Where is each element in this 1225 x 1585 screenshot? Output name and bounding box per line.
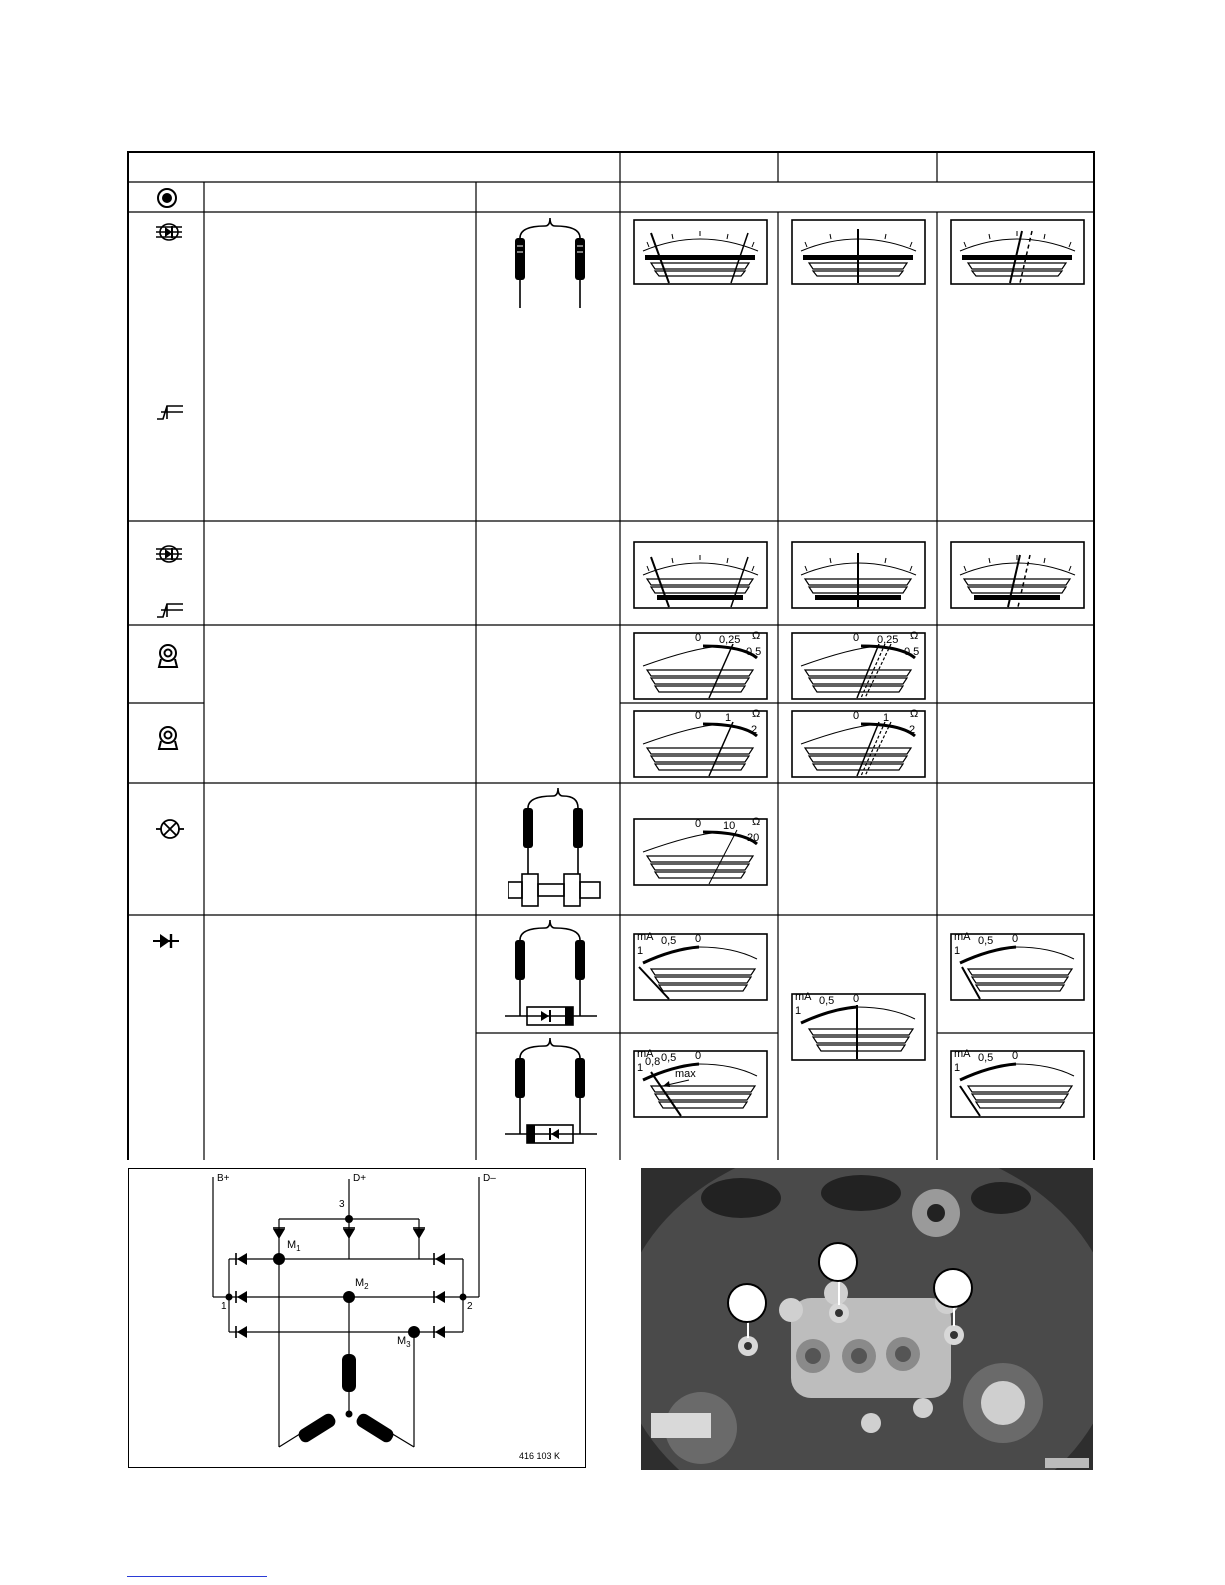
unit-label: mA [637,931,654,943]
figure-ref: 416 103 K [519,1451,561,1461]
callout-marker [818,1242,858,1282]
tick-0: 0 [853,993,860,1005]
tick-mid: 0,5 [819,995,835,1007]
tick-max: 2 [751,724,758,736]
meter-ma [950,1050,1085,1118]
tick-08: 0,8 [645,1056,661,1068]
unit-label: Ω [910,708,919,720]
unit-label: Ω [752,630,761,642]
label-dminus: D– [483,1173,496,1184]
meter-blank [791,541,926,609]
callout-marker [727,1283,767,1323]
label-dplus: D+ [353,1173,367,1184]
rectifier-schematic [128,1168,586,1468]
coil-icon [156,725,180,751]
tick-0: 0 [695,1050,702,1062]
meter-blank [950,541,1085,609]
meter-ma [950,933,1085,1001]
tick-mid: 1 [725,712,732,724]
tick-mid: 0,25 [877,634,899,646]
meter-ma [791,993,926,1061]
diode-stator-icon [154,543,184,565]
meter-blank [633,219,768,285]
tick-0: 0 [853,710,860,722]
tick-1: 1 [795,1005,802,1017]
test-probes [505,216,595,316]
unit-label: Ω [752,708,761,720]
tick-1: 1 [954,945,961,957]
target-icon [156,187,178,209]
meter-blank [633,541,768,609]
tick-mid: 0,5 [978,935,994,947]
unit-label: mA [795,991,812,1003]
unit-label: mA [954,931,971,943]
unit-label: Ω [910,630,919,642]
tick-0: 0 [695,933,702,945]
unit-label: mA [637,1048,654,1060]
tick-0: 0 [1012,933,1019,945]
tick-0: 0 [695,710,702,722]
meter-ma-max [633,1050,768,1118]
meter-ohm-rotor [633,818,768,886]
tick-1: 1 [637,1062,644,1074]
tick-mid: 10 [723,820,736,832]
tick-max: 0,5 [746,646,762,658]
tick-max: 2 [909,724,916,736]
diode-probes-reverse [505,1036,605,1146]
tick-0: 0 [853,632,860,644]
tick-max: 20 [747,832,760,844]
tick-mid: 0,5 [661,935,677,947]
footer-link-underline[interactable] [127,1576,267,1577]
trigger-icon [155,403,185,421]
label-m3: $M_3$ [397,1335,411,1350]
tick-1: 1 [637,945,644,957]
meter-ohm-large [791,710,926,778]
tick-max: 0,5 [904,646,920,658]
tick-mid: 0,5 [978,1052,994,1064]
label-n1: 1 [221,1301,227,1312]
tick-0: 0 [695,632,702,644]
label-n2: 2 [467,1301,473,1312]
meter-ohm-small [633,632,768,700]
tick-1: 1 [954,1062,961,1074]
tick-mid: 0,25 [719,634,741,646]
tick-mid: 1 [883,712,890,724]
alternator-photo [641,1168,1093,1470]
label-n3: 3 [339,1199,345,1210]
max-label: max [675,1068,696,1080]
diode-probes-forward [505,918,605,1028]
tick-mid: 0,5 [661,1052,677,1064]
rotor-icon [154,815,186,843]
callout-marker [933,1268,973,1308]
trigger-icon [155,601,185,619]
meter-ohm-small [791,632,926,700]
meter-blank [950,219,1085,285]
label-bplus: B+ [217,1173,230,1184]
coil-icon [156,643,180,669]
tick-0: 0 [695,818,702,830]
unit-label: mA [954,1048,971,1060]
rotor-probes [508,786,608,914]
label-m1: $M_1$ [287,1239,301,1254]
meter-ma [633,933,768,1001]
label-m2: $M_2$ [355,1277,369,1292]
diode-stator-icon [154,221,184,243]
meter-blank [791,219,926,285]
unit-label: Ω [752,816,761,828]
tick-0: 0 [1012,1050,1019,1062]
meter-ohm-large [633,710,768,778]
diode-icon [152,932,180,950]
